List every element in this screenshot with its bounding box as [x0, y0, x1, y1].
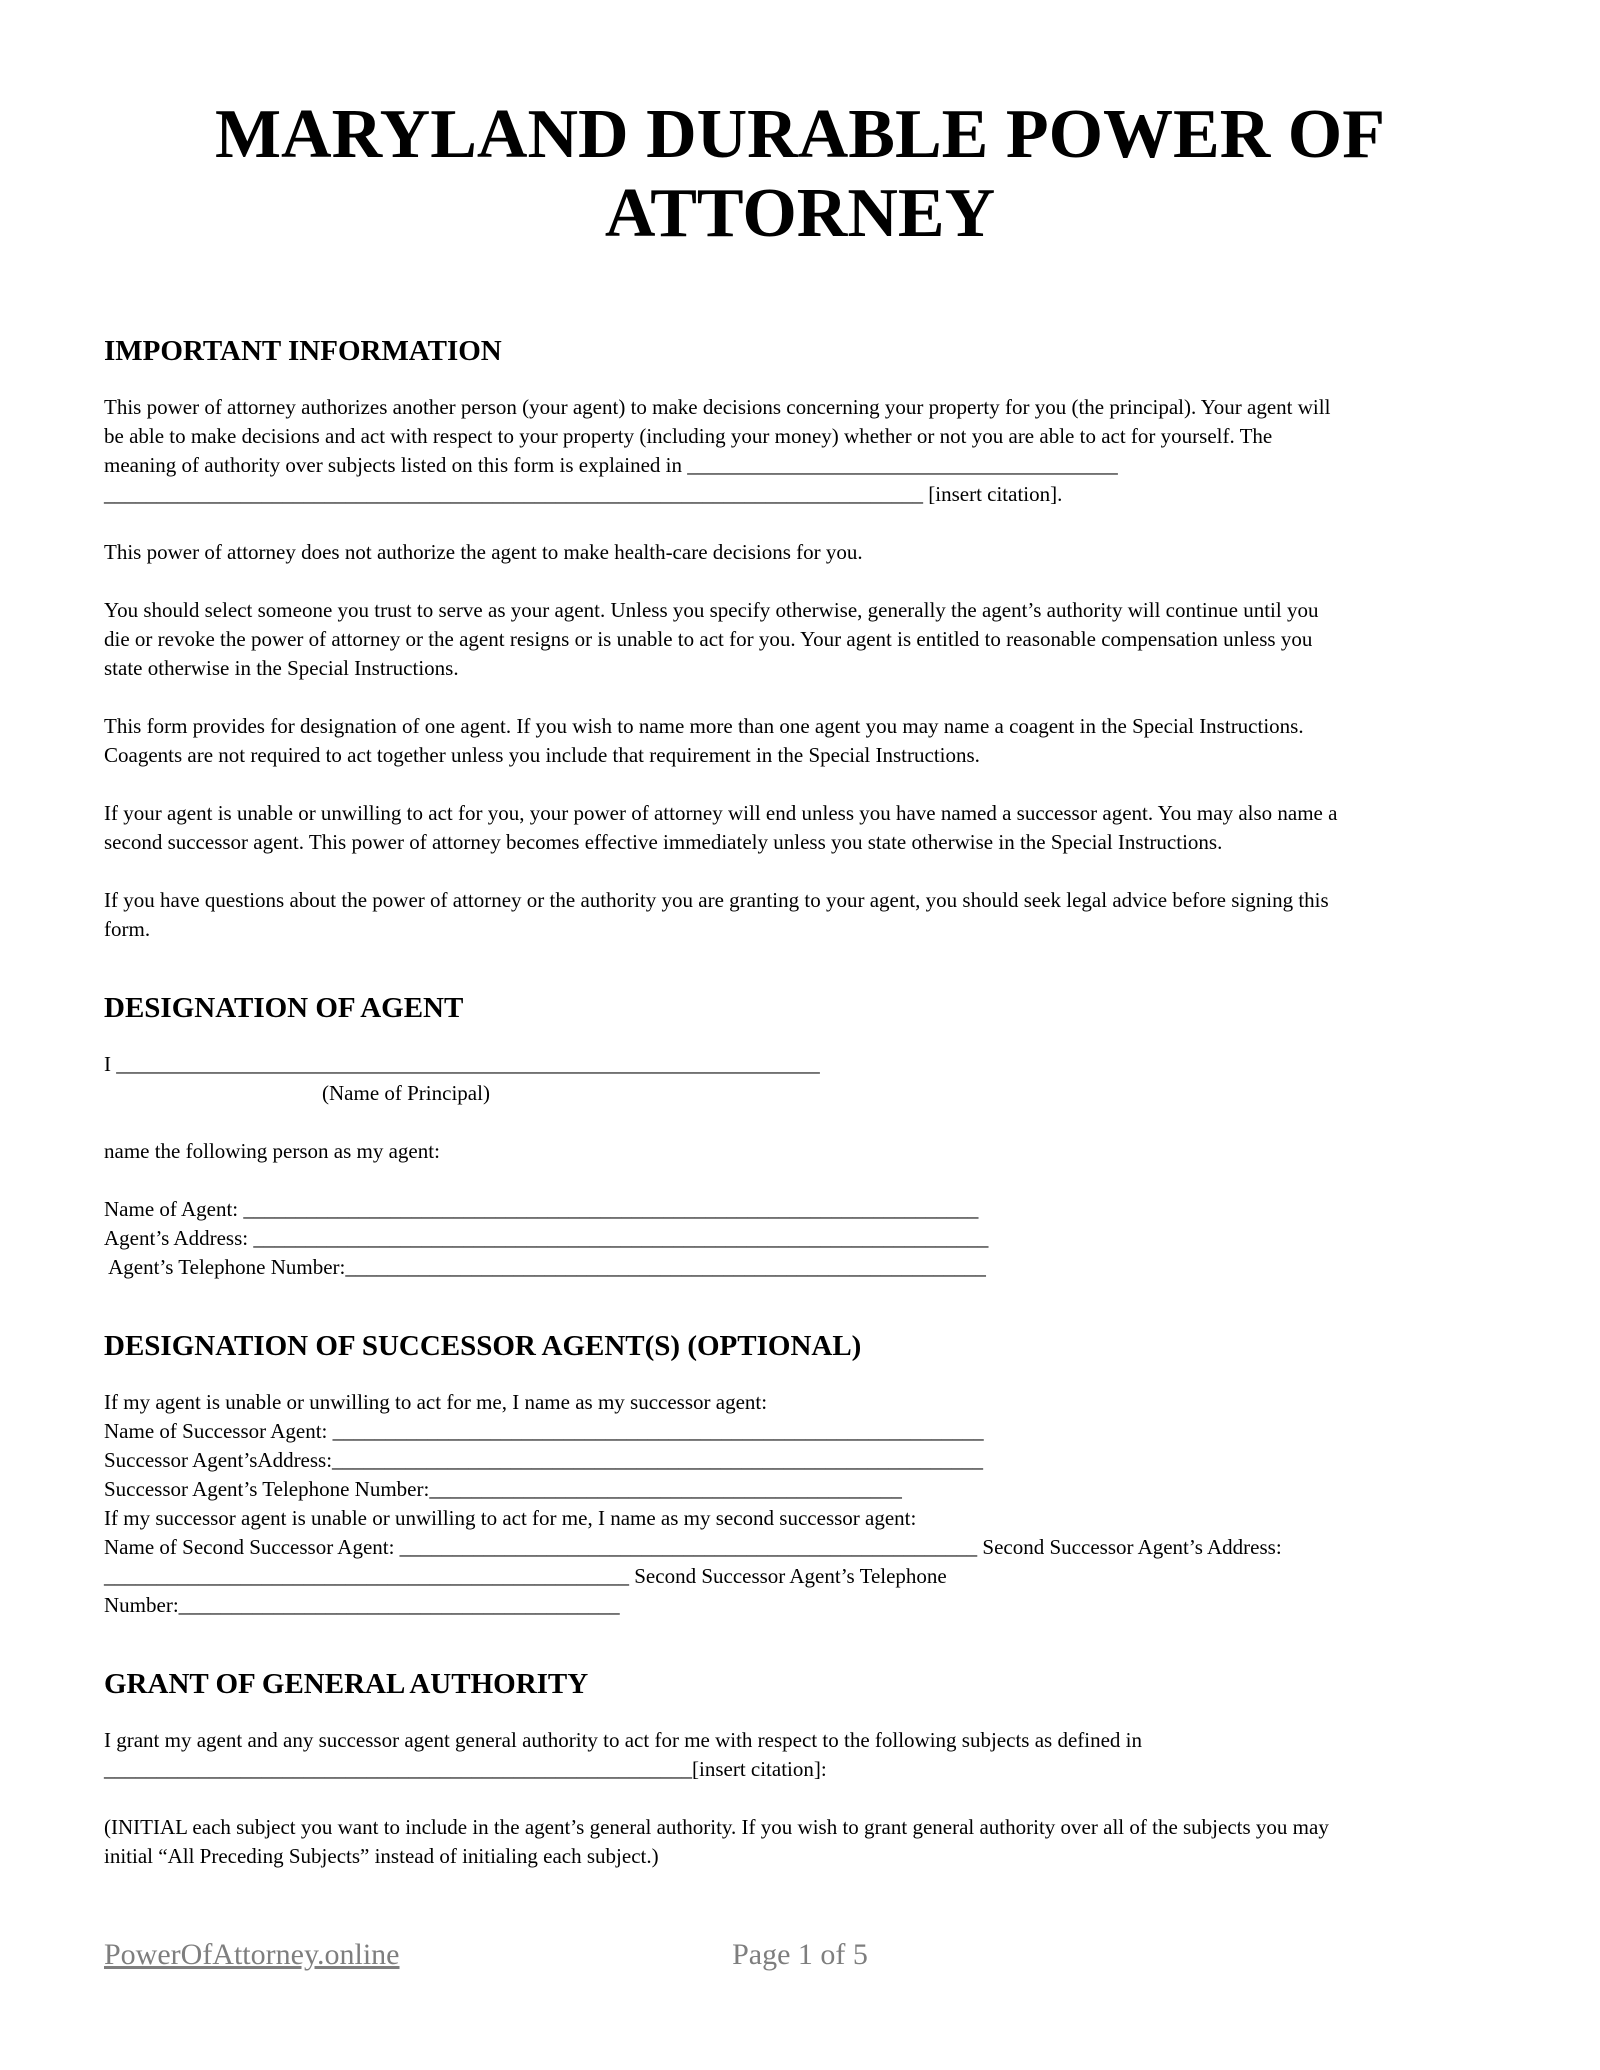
paragraph-coagent [104, 712, 1496, 770]
text-line: __________________________________________________ Second Successor Agent’s Telephone [104, 1564, 947, 1588]
paragraph-initial-instructions [104, 1813, 1496, 1871]
section-heading-important-information: IMPORTANT INFORMATION [104, 335, 502, 367]
text-line: Name of Agent: ______________________________________________________________________ [104, 1197, 979, 1221]
name-of-principal-caption: (Name of Principal) [322, 1081, 490, 1105]
paragraph-grant-authority [104, 1726, 1496, 1784]
text-line: This power of attorney authorizes another person (your agent) to make decisions concerning your property for you (the principal). Your agent will [104, 395, 1331, 419]
text-line: ______________________________________________________________________________ [insert citation]. [104, 482, 1063, 506]
successor-agent-block [104, 1388, 1496, 1620]
paragraph-select-agent [104, 596, 1496, 683]
page-number: Page 1 of 5 [732, 1938, 868, 1971]
section-heading-designation-of-successor-agent: DESIGNATION OF SUCCESSOR AGENT(S) (OPTIONAL) [104, 1330, 862, 1362]
agent-intro-line: name the following person as my agent: [104, 1139, 440, 1163]
text-line: Coagents are not required to act together unless you include that requirement in the Special Instructions. [104, 743, 980, 767]
text-line: meaning of authority over subjects listed on this form is explained in _________________________________________ [104, 453, 1118, 477]
text-line: Successor Agent’s Telephone Number:_____________________________________________ [104, 1477, 902, 1501]
text-line: initial “All Preceding Subjects” instead of initialing each subject.) [104, 1844, 659, 1868]
agent-fields [104, 1195, 1496, 1282]
text-line: ________________________________________________________[insert citation]: [104, 1757, 827, 1781]
text-line: Name of Successor Agent: ______________________________________________________________ [104, 1419, 984, 1443]
document-title [104, 95, 1496, 253]
document-title-line-1: MARYLAND DURABLE POWER OF [214, 96, 1386, 173]
text-line: (INITIAL each subject you want to include in the agent’s general authority. If you wish to grant general authority over all of the subjects you may [104, 1815, 1329, 1839]
text-line: Name of Second Successor Agent: _______________________________________________________ Second Successor Agent’s Address: [104, 1535, 1282, 1559]
section-heading-grant-of-general-authority: GRANT OF GENERAL AUTHORITY [104, 1668, 589, 1700]
text-line: If my agent is unable or unwilling to act for me, I name as my successor agent: [104, 1390, 768, 1414]
text-line: This form provides for designation of one agent. If you wish to name more than one agent you may name a coagent in the Special Instructions. [104, 714, 1304, 738]
text-line: You should select someone you trust to serve as your agent. Unless you specify otherwise, generally the agent’s authority will continue until you [104, 598, 1319, 622]
text-line: state otherwise in the Special Instructions. [104, 656, 459, 680]
document-title-line-2: ATTORNEY [604, 175, 996, 252]
section-heading-designation-of-agent: DESIGNATION OF AGENT [104, 992, 464, 1024]
text-line: be able to make decisions and act with respect to your property (including your money) whether or not you are able to act for yourself. The [104, 424, 1273, 448]
text-line: Successor Agent’sAddress:______________________________________________________________ [104, 1448, 984, 1472]
paragraph-healthcare-notice [104, 538, 1496, 567]
text-line: This power of attorney does not authorize the agent to make health-care decisions for you. [104, 540, 863, 564]
text-line: If you have questions about the power of attorney or the authority you are granting to your agent, you should seek legal advice before signing this [104, 888, 1329, 912]
principal-name-blank-line: I ___________________________________________________________________ [104, 1052, 820, 1076]
paragraph-authorization [104, 393, 1496, 509]
text-line: Number:__________________________________________ [104, 1593, 620, 1617]
text-line: die or revoke the power of attorney or the agent resigns or is unable to act for you. Your agent is entitled to reasonable compensation unless you [104, 627, 1313, 651]
text-line: second successor agent. This power of attorney becomes effective immediately unless you state otherwise in the Special Instructions. [104, 830, 1223, 854]
page-footer [104, 1935, 1496, 1975]
text-line: If my successor agent is unable or unwilling to act for me, I name as my second successor agent: [104, 1506, 917, 1530]
paragraph-successor-notice [104, 799, 1496, 857]
text-line: form. [104, 917, 151, 941]
text-line: Agent’s Address: ______________________________________________________________________ [104, 1226, 989, 1250]
paragraph-legal-advice [104, 886, 1496, 944]
footer-link[interactable]: PowerOfAttorney.online [104, 1938, 400, 1971]
text-line: I grant my agent and any successor agent general authority to act for me with respect to the following subjects as defined in [104, 1728, 1143, 1752]
text-line: Agent’s Telephone Number:_____________________________________________________________ [104, 1255, 986, 1279]
text-line: If your agent is unable or unwilling to act for you, your power of attorney will end unless you have named a successor agent. You may also name a [104, 801, 1338, 825]
